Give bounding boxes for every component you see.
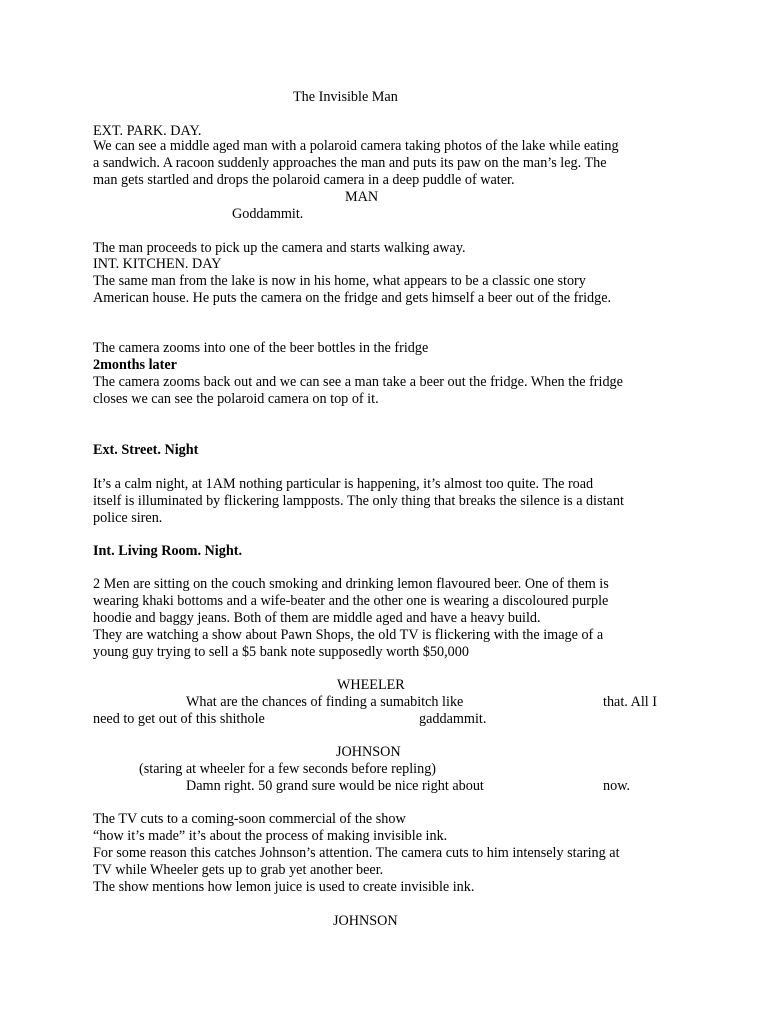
scene-heading-park: EXT. PARK. DAY. <box>93 123 202 139</box>
scene-heading-living-room: Int. Living Room. Night. <box>93 543 242 559</box>
action-line: The camera zooms into one of the beer bottles in the fridge <box>93 340 429 356</box>
dialogue-line: that. All I <box>603 694 657 710</box>
character-name: JOHNSON <box>336 744 401 760</box>
action-line: a sandwich. A racoon suddenly approaches the man and puts its paw on the man’s leg. The <box>93 155 607 171</box>
dialogue-line: need to get out of this shithole <box>93 711 265 727</box>
action-line: “how it’s made” it’s about the process of making invisible ink. <box>93 828 448 844</box>
action-line: hoodie and baggy jeans. Both of them are middle aged and have a heavy build. <box>93 610 541 626</box>
action-line: 2 Men are sitting on the couch smoking and drinking lemon flavoured beer. One of them is <box>93 576 609 592</box>
action-line: The man proceeds to pick up the camera and starts walking away. <box>93 240 466 256</box>
character-name: MAN <box>345 189 379 205</box>
time-jump-label: 2months later <box>93 357 177 373</box>
action-line: It’s a calm night, at 1AM nothing particular is happening, it’s almost too quite. The road <box>93 476 594 492</box>
action-line: wearing khaki bottoms and a wife-beater and the other one is wearing a discoloured purple <box>93 593 609 609</box>
dialogue-line: What are the chances of finding a sumabitch like <box>186 694 464 710</box>
character-name: WHEELER <box>337 677 405 693</box>
action-line: They are watching a show about Pawn Shops, the old TV is flickering with the image of a <box>93 627 604 643</box>
action-line: The show mentions how lemon juice is used to create invisible ink. <box>93 879 475 895</box>
action-line: The camera zooms back out and we can see a man take a beer out the fridge. When the fridge <box>93 374 623 390</box>
action-line: For some reason this catches Johnson’s attention. The camera cuts to him intensely staring at <box>93 845 620 861</box>
action-line: The TV cuts to a coming-soon commercial of the show <box>93 811 406 827</box>
action-line: itself is illuminated by flickering lampposts. The only thing that breaks the silence is a distant <box>93 493 624 509</box>
action-line: man gets startled and drops the polaroid camera in a deep puddle of water. <box>93 172 515 188</box>
action-line: The same man from the lake is now in his home, what appears to be a classic one story <box>93 273 586 289</box>
scene-heading-kitchen: INT. KITCHEN. DAY <box>93 256 222 272</box>
action-line: TV while Wheeler gets up to grab yet another beer. <box>93 862 384 878</box>
document-title: The Invisible Man <box>293 89 398 105</box>
parenthetical: (staring at wheeler for a few seconds before repling) <box>139 761 437 777</box>
action-line: American house. He puts the camera on the fridge and gets himself a beer out of the fridge. <box>93 290 612 306</box>
dialogue-line: now. <box>603 778 631 794</box>
action-line: police siren. <box>93 510 163 526</box>
dialogue-line: gaddammit. <box>419 711 487 727</box>
dialogue-line: Damn right. 50 grand sure would be nice right about <box>186 778 484 794</box>
action-line: young guy trying to sell a $5 bank note supposedly worth $50,000 <box>93 644 469 660</box>
action-line: We can see a middle aged man with a polaroid camera taking photos of the lake while eating <box>93 138 619 154</box>
scene-heading-street: Ext. Street. Night <box>93 442 199 458</box>
action-line: closes we can see the polaroid camera on top of it. <box>93 391 379 407</box>
dialogue-line: Goddammit. <box>232 206 304 222</box>
character-name: JOHNSON <box>333 913 398 929</box>
